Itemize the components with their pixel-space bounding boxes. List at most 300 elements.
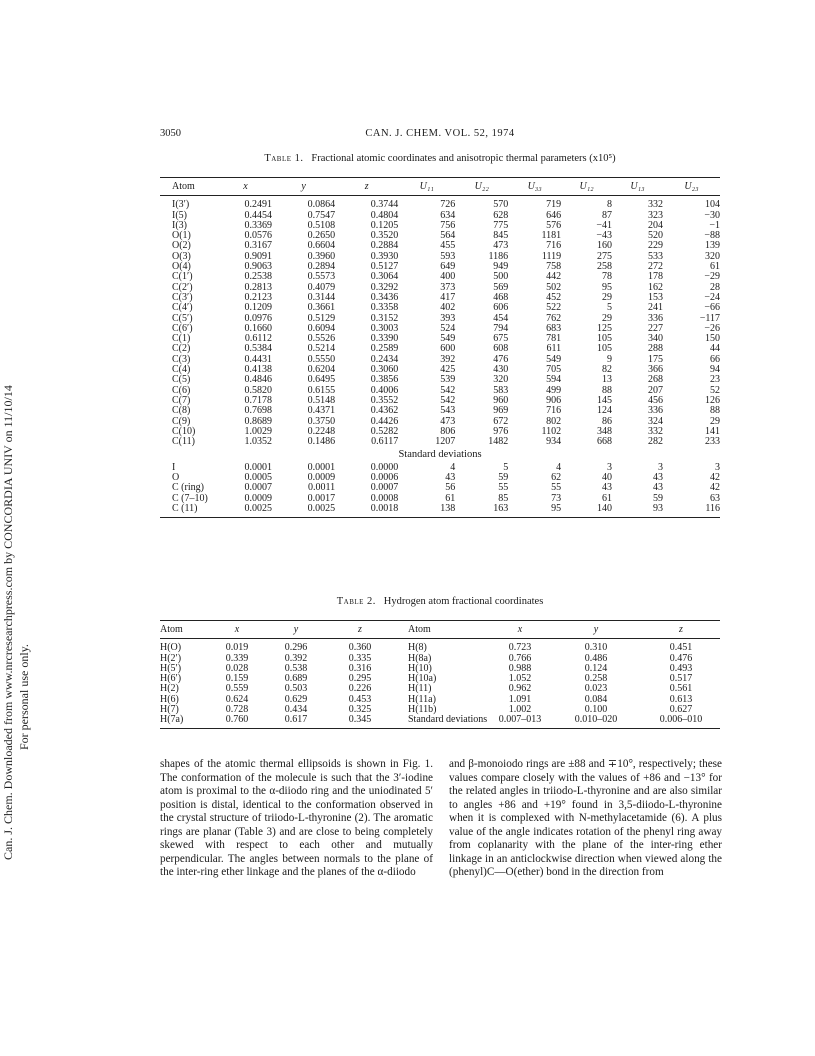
table-cell: 0.258 (584, 673, 608, 685)
table1-caption (160, 153, 720, 164)
table-cell: −66 (704, 302, 720, 314)
table-cell: 3 (607, 461, 613, 473)
table-cell: 549 (440, 333, 456, 345)
table-cell: 0.0007 (244, 482, 272, 494)
table-cell: 0.3167 (244, 240, 272, 252)
table-cell: 163 (493, 502, 509, 514)
table-cell: 40 (602, 472, 613, 484)
table-cell: 43 (652, 482, 663, 494)
table-cell: C(2) (172, 343, 191, 355)
table-cell: C(7) (172, 394, 191, 406)
table-cell: 63 (710, 492, 720, 504)
table-cell: 66 (710, 353, 720, 365)
table-cell: 0.0005 (244, 472, 272, 484)
table-row (160, 715, 720, 725)
table-cell: 160 (597, 240, 613, 252)
table-cell: 0.3744 (370, 199, 399, 211)
table-cell: 61 (602, 492, 613, 504)
table-cell: 0.084 (584, 693, 608, 705)
table-row (160, 504, 720, 514)
table-cell: 178 (647, 271, 663, 283)
table-cell: H(11a) (408, 693, 436, 705)
table-cell: 756 (440, 219, 456, 231)
body-right-paragraph: and β-monoiodo rings are ±88 and ∓10°, respectively; these values compare closely with the values of +86 and −13° for the related angles in triiodo-L-thyronine and are also similar to angles +86 and +19° found in 3,5-diiodo-L-thyronine when it is complexed with N-methylacetamide (6). A plus value of the angle indicates rotation of the phenyl ring away from coplanarity with the plane of the inter-ring ether linkage in an anticlockwise direction when viewed along the (phenyl)C—O(ether) bond in the direction from (449, 758, 722, 878)
table-cell: C(2′) (172, 281, 193, 293)
table-cell: C(5) (172, 374, 191, 386)
table-cell: O (172, 472, 180, 484)
table-cell: 3 (657, 461, 663, 473)
table-cell: 0.3292 (370, 281, 399, 293)
table-cell: C(4′) (172, 302, 193, 314)
table1-col-header: z (335, 178, 398, 196)
table-cell: 0.296 (284, 642, 308, 654)
table-cell: 241 (647, 302, 663, 314)
table-cell: 0.6155 (307, 384, 336, 396)
table-cell: 0.335 (348, 652, 372, 664)
table-cell: C(10) (172, 425, 196, 437)
table-cell: 0.3552 (370, 394, 399, 406)
table-cell: C (ring) (172, 482, 204, 494)
table-cell: 0.3358 (370, 302, 399, 314)
table-cell: 332 (647, 425, 663, 437)
table-cell: H(6′) (160, 673, 182, 685)
table-cell: 0.1205 (370, 219, 399, 231)
table-cell: C(5′) (172, 312, 193, 324)
table-cell: 52 (710, 384, 720, 396)
table-cell: 125 (597, 322, 613, 334)
table-cell: 1.052 (508, 673, 532, 685)
table-cell: 0.3750 (307, 415, 336, 427)
table-cell: 0.2650 (307, 230, 336, 242)
table-cell: 332 (647, 199, 663, 211)
table-cell: 1.0029 (244, 425, 272, 437)
table-cell: 468 (493, 291, 509, 303)
table1-label: Table 1. (264, 153, 304, 164)
table-cell: 88 (602, 384, 613, 396)
table-cell: 934 (546, 436, 562, 448)
table-cell: H(10) (408, 662, 432, 674)
table-cell: 949 (493, 261, 509, 273)
table-cell: 0.3369 (244, 219, 272, 231)
table-cell: 162 (647, 281, 663, 293)
table-cell: 55 (551, 482, 562, 494)
table-cell: 0.226 (348, 683, 372, 695)
table-cell: C (11) (172, 502, 198, 514)
table-cell: 340 (647, 333, 663, 345)
table-cell: C(6′) (172, 322, 193, 334)
table1-col-header: U₁₂ (561, 178, 612, 196)
table-cell: 29 (602, 312, 613, 324)
table-cell: 0.503 (284, 683, 308, 695)
table-cell: 0.3144 (307, 291, 336, 303)
table-cell: 0.561 (669, 683, 693, 695)
table-cell: 683 (546, 322, 562, 334)
table-cell: 141 (705, 425, 720, 437)
table-cell: 105 (597, 343, 613, 355)
table-cell: 9 (607, 353, 613, 365)
table-cell: 0.8689 (244, 415, 272, 427)
table-cell: C(3′) (172, 291, 193, 303)
table-cell: 42 (710, 482, 720, 494)
table-cell: −117 (699, 312, 720, 324)
table-cell: 0.5820 (244, 384, 272, 396)
table1-col-header: U₂₂ (455, 178, 508, 196)
table-cell: 0.5282 (370, 425, 399, 437)
table-cell: O(4) (172, 261, 191, 273)
table-cell: 1.0352 (244, 436, 272, 448)
table-cell: 348 (597, 425, 613, 437)
table-cell: 0.124 (584, 662, 608, 674)
table-cell: 524 (440, 322, 456, 334)
table-cell: 59 (498, 472, 509, 484)
table-cell: 0.6117 (371, 436, 399, 448)
table-cell: 1102 (541, 425, 562, 437)
table-cell: 0.617 (284, 714, 308, 726)
table-cell: C(6) (172, 384, 191, 396)
table-cell: 0.2434 (370, 353, 399, 365)
table-cell: 0.5573 (307, 271, 336, 283)
table-cell: 44 (710, 343, 720, 355)
table-cell: 0.5127 (370, 261, 399, 273)
table-cell: 56 (445, 482, 456, 494)
table-cell: I (172, 461, 176, 473)
table-cell: 23 (710, 374, 720, 386)
table-cell: 0.1486 (307, 436, 336, 448)
table-cell: 0.159 (225, 673, 249, 685)
table-cell: −1 (709, 219, 720, 231)
table-cell: 258 (597, 261, 613, 273)
table-cell: −41 (596, 219, 613, 231)
table-cell: 0.4431 (244, 353, 272, 365)
table-cell: 153 (647, 291, 663, 303)
table-cell: 88 (710, 405, 720, 417)
table-cell: 0.5214 (307, 343, 336, 355)
table-cell: I(3) (172, 219, 187, 231)
table-cell: 116 (705, 502, 720, 514)
table-cell: 0.007–013 (498, 714, 542, 726)
table-cell: 672 (493, 415, 509, 427)
download-watermark (0, 160, 31, 860)
table-cell: −24 (704, 291, 720, 303)
table-cell: −88 (704, 230, 720, 242)
table-cell: 500 (493, 271, 509, 283)
table-cell: 628 (493, 209, 509, 221)
table-cell: 0.100 (584, 704, 608, 716)
table-cell: 499 (546, 384, 562, 396)
table-cell: 0.310 (584, 642, 608, 654)
table-cell: 0.0025 (307, 502, 336, 514)
table-cell: 0.7178 (244, 394, 272, 406)
table-cell: 969 (493, 405, 509, 417)
table-cell: 570 (493, 199, 509, 211)
table-cell: O(1) (172, 230, 191, 242)
table-cell: H(6) (160, 693, 179, 705)
table-cell: 960 (493, 394, 509, 406)
table-cell: 611 (546, 343, 562, 355)
table-cell: 87 (602, 209, 613, 221)
table-cell: C(9) (172, 415, 191, 427)
table-cell: 0.3003 (370, 322, 399, 334)
table-cell: C (7–10) (172, 492, 208, 504)
table-cell: 593 (440, 250, 456, 262)
table1-caption-text: Fractional atomic coordinates and anisotropic thermal parameters (x10⁵) (311, 153, 616, 164)
table-cell: 0.0009 (244, 492, 272, 504)
table-cell: 0.0864 (307, 199, 336, 211)
table-cell: H(8) (408, 642, 427, 654)
table-cell: 0.2491 (244, 199, 272, 211)
table-cell: 73 (551, 492, 562, 504)
table-row (160, 406, 720, 416)
table-cell: 0.538 (284, 662, 308, 674)
table-cell: 320 (493, 374, 509, 386)
table-cell: 0.0001 (244, 461, 272, 473)
table-cell: 272 (647, 261, 663, 273)
table-cell: 0.3856 (370, 374, 399, 386)
body-left-column (160, 758, 433, 880)
table-cell: 95 (551, 502, 562, 514)
table1-col-header: U₃₃ (508, 178, 561, 196)
table-cell: H(5′) (160, 662, 182, 674)
table-cell: 0.2589 (370, 343, 399, 355)
table-cell: 726 (440, 199, 456, 211)
table-cell: 0.613 (669, 693, 693, 705)
table-cell: 794 (493, 322, 509, 334)
table-cell: 0.316 (348, 662, 372, 674)
table-cell: 0.9091 (244, 250, 272, 262)
table-cell: 336 (647, 312, 663, 324)
table-cell: 0.4371 (307, 405, 336, 417)
table-cell: O(2) (172, 240, 191, 252)
table-cell: 1186 (488, 250, 509, 262)
table-cell: 649 (440, 261, 456, 273)
table-cell: 61 (710, 261, 720, 273)
table2-hydrogen-coordinates (160, 620, 720, 729)
table-cell: 456 (647, 394, 663, 406)
table-cell: 806 (440, 425, 456, 437)
table-cell: 59 (652, 492, 663, 504)
table-cell: 139 (705, 240, 720, 252)
table2-col-header: x (208, 621, 266, 639)
table-cell: 0.451 (669, 642, 693, 654)
table-cell: 320 (705, 250, 720, 262)
table-cell: 78 (602, 271, 613, 283)
table-cell: 0.6094 (307, 322, 336, 334)
table-cell: 0.2884 (370, 240, 399, 252)
table-cell: 976 (493, 425, 509, 437)
table-cell: 0.0576 (244, 230, 272, 242)
table-cell: 0.0976 (244, 312, 272, 324)
table-cell: 86 (602, 415, 613, 427)
table-cell: C(1′) (172, 271, 193, 283)
table-cell: 1207 (435, 436, 456, 448)
table1-col-header: Atom (160, 178, 219, 196)
table-cell: 0.0025 (244, 502, 272, 514)
table-cell: 0.360 (348, 642, 372, 654)
table-cell: 0.760 (225, 714, 249, 726)
table-cell: 0.0017 (307, 492, 336, 504)
table-cell: 600 (440, 343, 456, 355)
table-cell: 758 (546, 261, 562, 273)
table-cell: 454 (493, 312, 509, 324)
table-cell: C(8) (172, 405, 191, 417)
table-cell: 29 (602, 291, 613, 303)
table-cell: 0.006–010 (659, 714, 703, 726)
table-cell: 569 (493, 281, 509, 293)
table-cell: 0.4079 (307, 281, 336, 293)
table-cell: H(8a) (408, 652, 432, 664)
table-cell: 62 (551, 472, 562, 484)
table1-coordinates (160, 177, 720, 518)
table-cell: 1.002 (508, 704, 532, 716)
table-cell: H(O) (160, 642, 182, 654)
table-cell: 675 (493, 333, 509, 345)
table-cell: 0.5384 (244, 343, 272, 355)
table-cell: H(10a) (408, 673, 437, 685)
table-cell: 0.019 (225, 642, 249, 654)
table-cell: 0.3390 (370, 333, 399, 345)
table-cell: 5 (607, 302, 613, 314)
table-cell: 719 (546, 199, 562, 211)
table-cell: 0.6204 (307, 364, 336, 376)
table2-col-header: z (642, 621, 720, 639)
table-cell: 336 (647, 405, 663, 417)
table-cell: H(11b) (408, 704, 437, 716)
table-cell: 0.7698 (244, 405, 272, 417)
table-cell: 0.2813 (244, 281, 272, 293)
table-cell: 43 (652, 472, 663, 484)
table-cell: 4 (556, 461, 562, 473)
table2-header-row (160, 621, 720, 639)
table-cell: 705 (546, 364, 562, 376)
table-cell: 0.6112 (244, 333, 272, 345)
table-cell: 0.4362 (370, 405, 399, 417)
table-cell: 104 (705, 199, 720, 211)
table-cell: 442 (546, 271, 562, 283)
table-cell: 0.3930 (370, 250, 399, 262)
table-cell: 802 (546, 415, 562, 427)
table-cell: 762 (546, 312, 562, 324)
table-cell: 668 (597, 436, 613, 448)
page-number: 3050 (160, 128, 181, 139)
table-cell: 522 (546, 302, 562, 314)
download-notice: Can. J. Chem. Downloaded from www.nrcresearchpress.com by CONCORDIA UNIV on 11/10/14 (1, 385, 15, 860)
table-cell: 0.486 (584, 652, 608, 664)
table-cell: 82 (602, 364, 613, 376)
table-cell: 43 (445, 472, 456, 484)
table-cell: 0.6495 (307, 374, 336, 386)
table2-label: Table 2. (336, 596, 376, 607)
table-cell: 781 (546, 333, 562, 345)
table-cell: Standard deviations (408, 714, 488, 726)
table-cell: 42 (710, 472, 720, 484)
table-cell: 324 (647, 415, 663, 427)
table-cell: 549 (546, 353, 562, 365)
table-cell: 8 (607, 199, 613, 211)
table-cell: 417 (440, 291, 456, 303)
table-cell: 366 (647, 364, 663, 376)
table-cell: 175 (647, 353, 663, 365)
table1-col-header: y (272, 178, 335, 196)
table-cell: −26 (704, 322, 720, 334)
body-left-paragraph: shapes of the atomic thermal ellipsoids is shown in Fig. 1. The conformation of the molecule is such that the 3′-iodine atom is proximal to the α-diiodo ring and the uniodinated 5′ position is distal, identical to the conformation observed in the crystal structure of triiodo-L-thyronine (2). The aromatic rings are planar (Table 3) and are close to being completely skewed with respect to each other and mutually perpendicular. The angles between normals to the plane of the inter-ring ether linkage and the planes of the α-diiodo (160, 758, 433, 878)
table2-caption-text: Hydrogen atom fractional coordinates (383, 596, 544, 607)
table2-col-header: z (326, 621, 394, 639)
table-cell: 564 (440, 230, 456, 242)
table-cell: 0.5148 (307, 394, 336, 406)
table-cell: 0.345 (348, 714, 372, 726)
table-cell: 1119 (541, 250, 562, 262)
table-cell: 0.4454 (244, 209, 272, 221)
table-cell: 0.3152 (370, 312, 399, 324)
table-cell: 3 (715, 461, 720, 473)
table-cell: 0.453 (348, 693, 372, 705)
table-cell: 0.1660 (244, 322, 272, 334)
table-cell: 906 (546, 394, 562, 406)
table2-col-header: Atom (160, 621, 208, 639)
table-cell: 476 (493, 353, 509, 365)
table-cell: 402 (440, 302, 456, 314)
table-cell: 55 (498, 482, 509, 494)
table-cell: 539 (440, 374, 456, 386)
personal-use-notice: For personal use only. (17, 644, 31, 750)
table-cell: −30 (704, 209, 720, 221)
table-cell: 0.434 (284, 704, 308, 716)
table-cell: 0.1209 (244, 302, 272, 314)
table-cell: 392 (440, 353, 456, 365)
table1-col-header: U₁₃ (612, 178, 663, 196)
table-cell: 0.3436 (370, 291, 399, 303)
table-cell: 0.4846 (244, 374, 272, 386)
table-cell: 0.493 (669, 662, 693, 674)
table-cell: 227 (647, 322, 663, 334)
table-cell: 13 (602, 374, 613, 386)
table-cell: 0.988 (508, 662, 532, 674)
table-cell: 0.627 (669, 704, 693, 716)
table-cell: 0.028 (225, 662, 249, 674)
table-cell: 0.6604 (307, 240, 336, 252)
table-cell: 716 (546, 405, 562, 417)
table-cell: 455 (440, 240, 456, 252)
table-cell: 0.2123 (244, 291, 272, 303)
table-cell: O(3) (172, 250, 191, 262)
table1-sd-title: Standard deviations (398, 449, 482, 461)
table-cell: 473 (493, 240, 509, 252)
table-cell: 61 (445, 492, 456, 504)
running-head: CAN. J. CHEM. VOL. 52, 1974 (365, 128, 515, 139)
table-cell: 5 (503, 461, 509, 473)
table-cell: 0.559 (225, 683, 249, 695)
table-cell: C(3) (172, 353, 191, 365)
table-cell: C(4) (172, 364, 191, 376)
table-cell: −29 (704, 271, 720, 283)
table-row (160, 639, 720, 654)
table-cell: 0.0018 (370, 502, 399, 514)
table-cell: 1181 (541, 230, 562, 242)
table-cell: 323 (647, 209, 663, 221)
table-cell: 542 (440, 384, 456, 396)
table2-col-header: y (266, 621, 326, 639)
table-cell: 0.723 (508, 642, 532, 654)
table-cell: 282 (647, 436, 663, 448)
table-cell: 502 (546, 281, 562, 293)
table-cell: 150 (705, 333, 720, 345)
table-cell: 0.629 (284, 693, 308, 705)
table-cell: 0.9063 (244, 261, 272, 273)
table-cell: 775 (493, 219, 509, 231)
table-cell: 400 (440, 271, 456, 283)
table-cell: 0.2894 (307, 261, 336, 273)
table-cell: 0.295 (348, 673, 372, 685)
